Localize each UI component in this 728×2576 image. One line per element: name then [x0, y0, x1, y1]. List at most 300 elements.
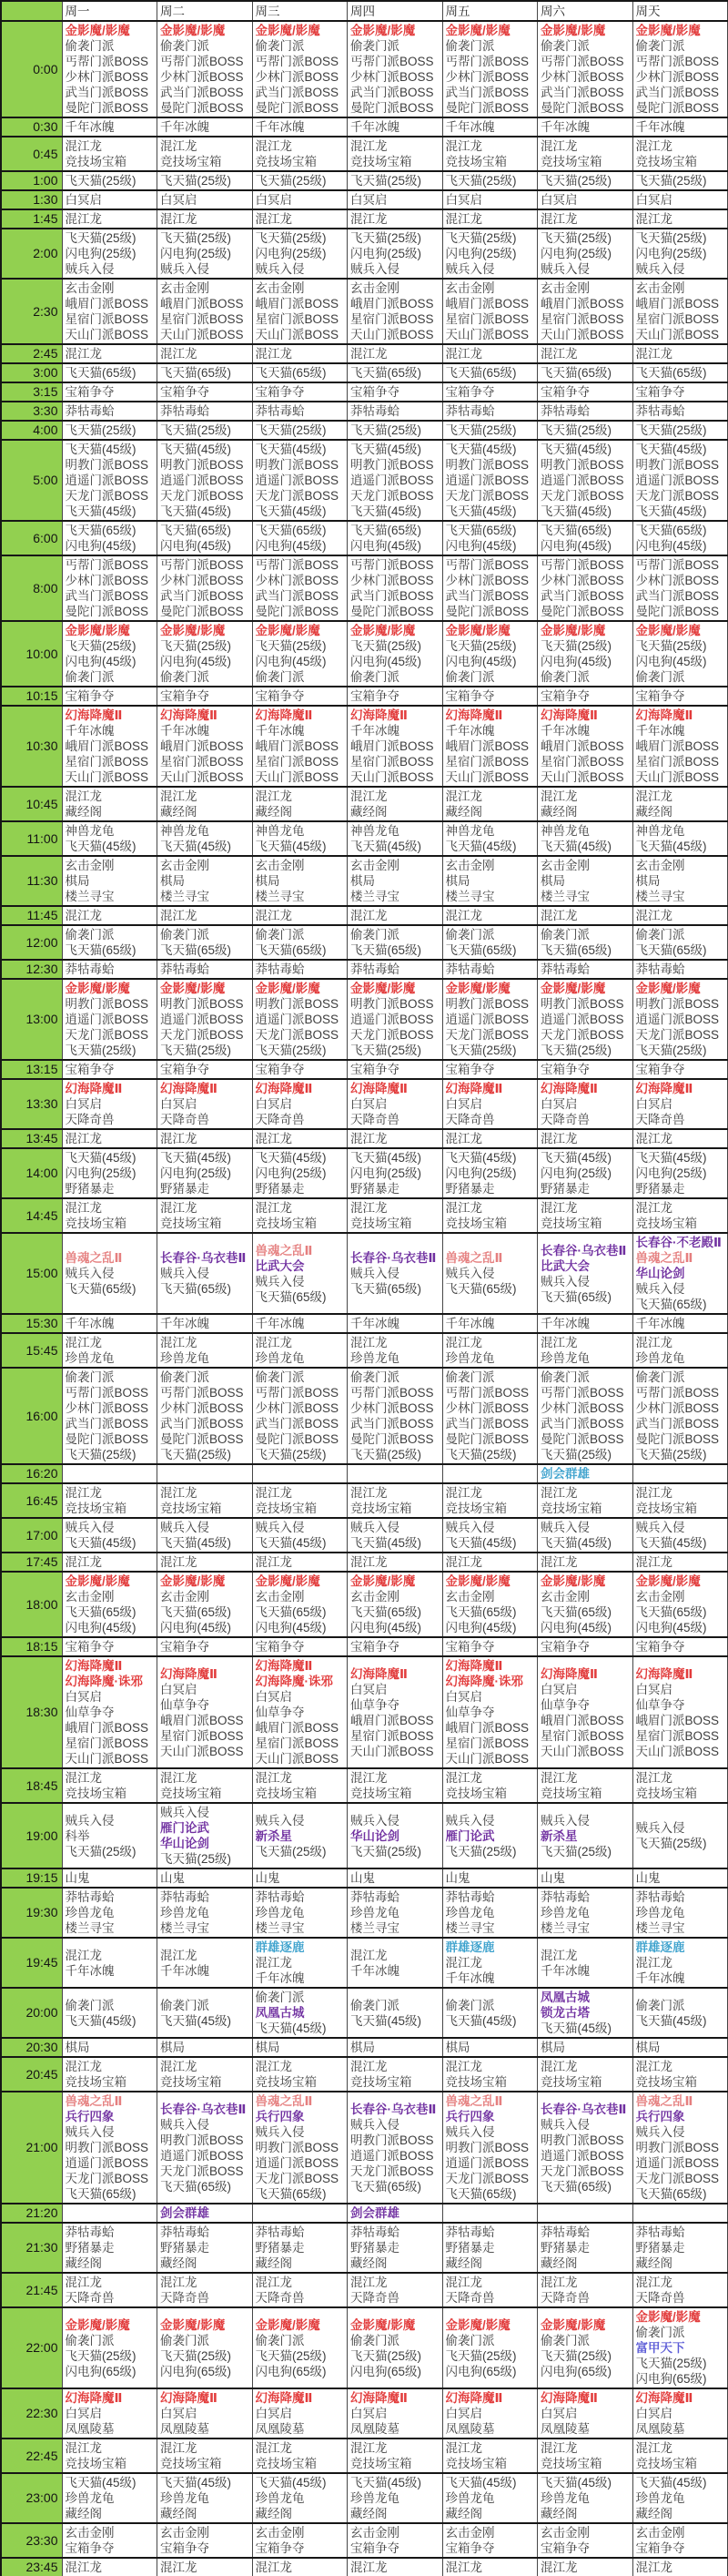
- event-entry: 科举: [65, 1828, 90, 1843]
- schedule-cell: [252, 1129, 348, 1148]
- event-entry: 混江龙: [160, 1948, 197, 1962]
- event-entry: 混江龙: [445, 2561, 482, 2574]
- schedule-row-23:45: [1, 2558, 728, 2576]
- event-entry: 金影魔/影魔: [635, 1574, 701, 1588]
- event-entry: 飞天猫(45级): [635, 840, 707, 853]
- event-entry: 丐帮门派BOSS: [255, 55, 339, 68]
- event-entry: 飞天猫(45级): [445, 2476, 517, 2489]
- event-entry: 混江龙: [255, 1486, 292, 1500]
- schedule-cell: [538, 2439, 633, 2473]
- schedule-row-8:00: [1, 555, 728, 621]
- event-entry: 飞天猫(25级): [160, 2348, 232, 2363]
- event-entry: 莽牯毒蛤: [541, 404, 590, 418]
- schedule-cell: [538, 382, 633, 402]
- schedule-cell: [632, 1938, 728, 1988]
- event-entry: 丐帮门派BOSS: [445, 55, 530, 68]
- event-entry: 藏经阁: [350, 805, 388, 819]
- schedule-cell: [348, 856, 443, 906]
- schedule-cell: [62, 209, 157, 229]
- event-entry: 偷袭门派: [350, 1998, 399, 2012]
- event-entry: 混江龙: [445, 1956, 482, 1970]
- schedule-cell: [252, 1060, 348, 1079]
- schedule-cell: [442, 1553, 538, 1572]
- event-entry: 剑会群雄: [160, 2206, 209, 2220]
- event-entry: 竞技场宝箱: [541, 2457, 602, 2470]
- event-entry: 混江龙: [65, 1486, 102, 1500]
- event-entry: 武当门派BOSS: [445, 589, 530, 603]
- event-entry: 混江龙: [541, 2060, 578, 2073]
- event-entry: 宝箱争夺: [160, 689, 209, 703]
- schedule-cell: [632, 1129, 728, 1148]
- event-entry: 凤凰古城: [255, 2006, 305, 2020]
- event-entry: 曼陀门派BOSS: [160, 605, 244, 618]
- event-entry: 天降奇兽: [445, 2291, 495, 2305]
- schedule-cell: [632, 21, 728, 117]
- event-entry: 峨眉门派BOSS: [255, 297, 339, 311]
- event-entry: 贼兵入侵: [65, 1267, 115, 1280]
- schedule-cell: [157, 171, 253, 190]
- schedule-cell: [252, 2057, 348, 2092]
- event-entry: 飞天猫(25级): [255, 639, 327, 653]
- event-entry: 贼兵入侵: [541, 1813, 590, 1828]
- schedule-cell: [252, 706, 348, 787]
- event-entry: 混江龙: [635, 789, 672, 803]
- event-entry: 混江龙: [255, 347, 292, 361]
- event-entry: 兽魂之乱Ⅱ: [255, 2094, 313, 2108]
- schedule-cell: [62, 1803, 157, 1868]
- event-entry: 千年冰魄: [635, 120, 685, 134]
- schedule-cell: [632, 906, 728, 925]
- event-entry: 丐帮门派BOSS: [445, 558, 530, 572]
- schedule-cell: [632, 1572, 728, 1637]
- event-entry: 白冥启: [65, 1690, 102, 1704]
- event-entry: 竞技场宝箱: [350, 1217, 412, 1230]
- event-entry: 贼兵入侵: [541, 2117, 590, 2132]
- event-entry: 星宿门派BOSS: [445, 312, 530, 326]
- event-entry: 白冥启: [445, 1690, 482, 1704]
- event-entry: 幻海降魔Ⅱ: [445, 1082, 503, 1095]
- event-entry: 少林门派BOSS: [160, 574, 244, 587]
- event-entry: 凤凰陵墓: [65, 2422, 115, 2436]
- time-label: 10:00: [1, 621, 62, 687]
- event-entry: 天降奇兽: [635, 1113, 685, 1126]
- event-entry: 逍遥门派BOSS: [350, 1013, 434, 1026]
- event-entry: 藏经阁: [541, 805, 578, 819]
- event-entry: 偷袭门派: [635, 39, 685, 53]
- event-entry: 混江龙: [445, 789, 482, 803]
- event-entry: 飞天猫(45级): [160, 1151, 232, 1165]
- event-entry: 飞天猫(45级): [255, 443, 327, 456]
- event-entry: 飞天猫(25级): [350, 2348, 422, 2363]
- event-entry: 棋局: [541, 874, 565, 888]
- event-entry: 莽牯毒蛤: [541, 1890, 590, 1904]
- event-entry: 神兽龙龟: [635, 824, 685, 838]
- schedule-cell: [348, 1198, 443, 1233]
- event-entry: 千年冰魄: [255, 1317, 305, 1330]
- event-entry: 藏经阁: [635, 2256, 672, 2270]
- schedule-cell: [442, 979, 538, 1060]
- event-entry: 宝箱争夺: [350, 689, 399, 703]
- schedule-cell: [252, 687, 348, 706]
- event-entry: 千年冰魄: [445, 724, 495, 738]
- event-entry: 闪电狗(65级): [65, 2364, 136, 2378]
- event-entry: 逍遥门派BOSS: [65, 1013, 149, 1026]
- event-entry: 偷袭门派: [445, 670, 495, 684]
- schedule-cell: [538, 1803, 633, 1868]
- schedule-row-1:45: [1, 209, 728, 229]
- event-entry: 金影魔/影魔: [160, 2317, 226, 2332]
- event-entry: 千年冰魄: [445, 120, 495, 134]
- event-entry: 丐帮门派BOSS: [635, 55, 720, 68]
- schedule-cell: [442, 382, 538, 402]
- schedule-cell: [538, 2057, 633, 2092]
- event-entry: 玄击金刚: [160, 281, 209, 295]
- time-label: 19:45: [1, 1938, 62, 1988]
- event-entry: 宝箱争夺: [445, 385, 495, 399]
- event-entry: 飞天猫(65级): [160, 366, 232, 380]
- time-label: 16:45: [1, 1483, 62, 1518]
- schedule-row-11:30: [1, 856, 728, 906]
- event-entry: 贼兵入侵: [255, 1274, 305, 1288]
- schedule-cell: [538, 521, 633, 555]
- schedule-cell: [348, 787, 443, 821]
- schedule-cell: [538, 2223, 633, 2273]
- event-entry: 白冥启: [65, 193, 102, 207]
- schedule-cell: [62, 1464, 157, 1483]
- event-entry: 飞天猫(25级): [65, 2348, 136, 2363]
- event-entry: 竞技场宝箱: [65, 1502, 126, 1515]
- schedule-cell: [252, 1314, 348, 1333]
- event-entry: 幻海降魔Ⅱ: [160, 2391, 217, 2405]
- event-entry: 明教门派BOSS: [445, 997, 530, 1011]
- event-entry: 飞天猫(45级): [160, 840, 232, 853]
- schedule-cell: [632, 1656, 728, 1768]
- schedule-cell: [62, 521, 157, 555]
- time-label: 23:30: [1, 2523, 62, 2558]
- event-entry: 藏经阁: [445, 2507, 482, 2520]
- schedule-cell: [157, 787, 253, 821]
- event-entry: 贼兵入侵: [160, 1267, 209, 1280]
- time-label: 15:45: [1, 1333, 62, 1368]
- corner-cell: [1, 1, 62, 21]
- event-entry: 曼陀门派BOSS: [635, 101, 720, 115]
- schedule-cell: [538, 1079, 633, 1129]
- event-entry: 飞天猫(45级): [635, 2013, 707, 2028]
- event-entry: 金影魔/影魔: [445, 982, 511, 995]
- event-entry: 天山门派BOSS: [350, 1744, 434, 1758]
- event-entry: 飞天猫(25级): [350, 1844, 422, 1858]
- event-entry: 混江龙: [635, 2441, 672, 2455]
- schedule-cell: [252, 1637, 348, 1656]
- schedule-cell: [442, 555, 538, 621]
- event-entry: 仙草争夺: [635, 1697, 685, 1712]
- event-entry: 闪电狗(25级): [255, 1166, 327, 1180]
- event-entry: 千年冰魄: [635, 724, 685, 738]
- event-entry: 棋局: [541, 2041, 565, 2054]
- event-entry: 星宿门派BOSS: [65, 312, 149, 326]
- schedule-cell: [538, 117, 633, 137]
- event-entry: 竞技场宝箱: [160, 1502, 222, 1515]
- event-entry: 星宿门派BOSS: [65, 1736, 149, 1750]
- schedule-cell: [62, 821, 157, 856]
- event-entry: 武当门派BOSS: [445, 86, 530, 99]
- event-entry: 混江龙: [65, 1132, 102, 1145]
- event-entry: 天山门派BOSS: [160, 1744, 244, 1758]
- event-entry: 飞天猫(65级): [635, 2187, 707, 2201]
- event-entry: 长春谷·乌衣巷Ⅱ: [160, 1251, 247, 1265]
- event-entry: 白冥启: [541, 193, 578, 207]
- event-entry: 飞天猫(45级): [350, 840, 422, 853]
- event-entry: 飞天猫(65级): [350, 943, 422, 957]
- event-entry: 天龙门派BOSS: [350, 1028, 434, 1042]
- schedule-row-19:30: [1, 1888, 728, 1938]
- event-entry: 藏经阁: [445, 2256, 482, 2270]
- schedule-row-0:30: [1, 117, 728, 137]
- schedule-row-14:00: [1, 1148, 728, 1198]
- event-entry: 峨眉门派BOSS: [65, 739, 149, 753]
- event-entry: 明教门派BOSS: [445, 2141, 530, 2154]
- event-entry: 竞技场宝箱: [541, 155, 602, 168]
- event-entry: 飞天猫(25级): [65, 1448, 136, 1461]
- schedule-row-13:15: [1, 1060, 728, 1079]
- schedule-cell: [538, 1656, 633, 1768]
- event-entry: 飞天猫(25级): [160, 639, 232, 653]
- event-entry: 飞天猫(65级): [541, 366, 612, 380]
- schedule-row-20:45: [1, 2057, 728, 2092]
- schedule-cell: [442, 1148, 538, 1198]
- event-entry: 逍遥门派BOSS: [445, 473, 530, 487]
- schedule-cell: [62, 621, 157, 687]
- event-entry: 少林门派BOSS: [445, 574, 530, 587]
- time-label: 17:00: [1, 1518, 62, 1553]
- event-entry: 莽牯毒蛤: [255, 962, 305, 976]
- event-entry: 混江龙: [65, 212, 102, 226]
- event-entry: 逍遥门派BOSS: [255, 2156, 339, 2170]
- schedule-row-22:45: [1, 2439, 728, 2473]
- event-entry: 野猪暴走: [445, 2241, 495, 2255]
- event-entry: 偷袭门派: [541, 1370, 590, 1384]
- event-entry: 闪电狗(45级): [160, 1621, 232, 1634]
- schedule-cell: [348, 440, 443, 521]
- schedule-cell: [538, 279, 633, 344]
- event-entry: 峨眉门派BOSS: [350, 1713, 434, 1727]
- event-entry: 逍遥门派BOSS: [635, 473, 720, 487]
- event-entry: 明教门派BOSS: [445, 458, 530, 472]
- event-entry: 宝箱争夺: [255, 1063, 305, 1076]
- event-entry: 白冥启: [445, 1097, 482, 1111]
- time-label: 3:15: [1, 382, 62, 402]
- event-entry: 千年冰魄: [255, 1971, 305, 1985]
- schedule-cell: [62, 1314, 157, 1333]
- event-entry: 明教门派BOSS: [65, 458, 149, 472]
- schedule-cell: [348, 1803, 443, 1868]
- schedule-cell: [348, 2523, 443, 2558]
- schedule-row-14:45: [1, 1198, 728, 1233]
- event-entry: 混江龙: [350, 1555, 388, 1569]
- event-entry: 凤凰陵墓: [350, 2422, 399, 2436]
- event-entry: 飞天猫(25级): [541, 1844, 612, 1858]
- event-entry: 偷袭门派: [255, 39, 305, 53]
- event-entry: 星宿门派BOSS: [541, 755, 624, 769]
- schedule-cell: [348, 706, 443, 787]
- event-entry: 飞天猫(25级): [541, 423, 612, 437]
- event-entry: 飞天猫(25级): [445, 1448, 517, 1461]
- schedule-cell: [157, 1464, 253, 1483]
- event-entry: 混江龙: [445, 1132, 482, 1145]
- event-entry: 幻海降魔Ⅱ: [255, 708, 313, 722]
- event-entry: 天山门派BOSS: [635, 1744, 720, 1758]
- schedule-cell: [348, 2204, 443, 2223]
- event-entry: 逍遥门派BOSS: [65, 473, 149, 487]
- event-entry: 千年冰魄: [65, 1317, 115, 1330]
- event-entry: 野猪暴走: [65, 2241, 115, 2255]
- event-entry: 玄击金刚: [541, 1590, 590, 1604]
- schedule-cell: [442, 1888, 538, 1938]
- event-entry: 峨眉门派BOSS: [160, 1713, 244, 1727]
- event-entry: 混江龙: [160, 1555, 197, 1569]
- event-entry: 山鬼: [635, 1871, 661, 1885]
- schedule-cell: [62, 1333, 157, 1368]
- event-entry: 玄击金刚: [635, 1590, 685, 1604]
- event-entry: 金影魔/影魔: [255, 2317, 320, 2332]
- event-entry: 竞技场宝箱: [541, 1217, 602, 1230]
- event-entry: 千年冰魄: [350, 1963, 399, 1978]
- event-entry: 幻海降魔Ⅱ: [350, 708, 408, 722]
- event-entry: 雁门论武: [160, 1821, 209, 1835]
- schedule-cell: [157, 440, 253, 521]
- event-entry: 金影魔/影魔: [635, 2310, 701, 2324]
- schedule-cell: [62, 1868, 157, 1888]
- schedule-cell: [62, 1233, 157, 1314]
- event-entry: 混江龙: [255, 139, 292, 153]
- schedule-cell: [252, 1198, 348, 1233]
- event-entry: 混江龙: [350, 2060, 388, 2073]
- event-entry: 竞技场宝箱: [65, 2457, 126, 2470]
- event-entry: 混江龙: [541, 347, 578, 361]
- time-label: 20:45: [1, 2057, 62, 2092]
- event-entry: 混江龙: [541, 2276, 578, 2289]
- time-label: 18:45: [1, 1768, 62, 1803]
- event-entry: 藏经阁: [350, 2507, 388, 2520]
- event-entry: 飞天猫(45级): [255, 504, 327, 518]
- event-entry: 野猪暴走: [255, 1182, 305, 1196]
- schedule-cell: [538, 621, 633, 687]
- schedule-cell: [632, 621, 728, 687]
- schedule-cell: [157, 421, 253, 440]
- event-entry: 偷袭门派: [160, 1370, 209, 1384]
- event-entry: 偷袭门派: [160, 670, 209, 684]
- event-entry: 混江龙: [635, 1486, 672, 1500]
- event-entry: 混江龙: [635, 2276, 672, 2289]
- schedule-cell: [538, 1518, 633, 1553]
- event-entry: 天山门派BOSS: [65, 1752, 149, 1766]
- schedule-cell: [157, 555, 253, 621]
- event-entry: 混江龙: [255, 2441, 292, 2455]
- event-entry: 珍兽龙龟: [65, 2491, 115, 2505]
- event-entry: 逍遥门派BOSS: [350, 473, 434, 487]
- event-entry: 宝箱争夺: [635, 689, 685, 703]
- event-entry: 偷袭门派: [350, 39, 399, 53]
- event-entry: 峨眉门派BOSS: [65, 297, 149, 311]
- schedule-cell: [442, 2523, 538, 2558]
- event-entry: 贼兵入侵: [541, 262, 590, 276]
- event-entry: 闪电狗(45级): [65, 655, 136, 668]
- event-entry: 宝箱争夺: [541, 1063, 590, 1076]
- schedule-row-16:45: [1, 1483, 728, 1518]
- event-entry: 楼兰寻宝: [541, 890, 590, 903]
- event-entry: 莽牯毒蛤: [350, 1890, 399, 1904]
- event-entry: 武当门派BOSS: [350, 1417, 434, 1431]
- event-entry: 明教门派BOSS: [635, 997, 720, 1011]
- schedule-cell: [157, 2273, 253, 2307]
- event-entry: 星宿门派BOSS: [255, 1736, 339, 1750]
- schedule-cell: [442, 856, 538, 906]
- event-entry: 新杀星: [541, 1828, 578, 1843]
- time-label: 13:00: [1, 979, 62, 1060]
- event-entry: 贼兵入侵: [635, 2125, 685, 2139]
- time-label: 1:45: [1, 209, 62, 229]
- event-entry: 贼兵入侵: [541, 1274, 590, 1288]
- event-entry: 飞天猫(65级): [160, 1605, 232, 1619]
- schedule-cell: [157, 209, 253, 229]
- time-label: 4:00: [1, 421, 62, 440]
- event-entry: 武当门派BOSS: [635, 589, 720, 603]
- event-entry: 飞天猫(65级): [445, 943, 517, 957]
- schedule-cell: [632, 2388, 728, 2439]
- event-entry: 金影魔/影魔: [255, 24, 320, 37]
- schedule-cell: [157, 1572, 253, 1637]
- event-entry: 星宿门派BOSS: [350, 1728, 434, 1743]
- event-entry: 武当门派BOSS: [445, 1417, 530, 1431]
- event-entry: 天龙门派BOSS: [445, 1028, 530, 1042]
- schedule-cell: [252, 2439, 348, 2473]
- schedule-cell: [62, 344, 157, 363]
- event-entry: 偷袭门派: [350, 928, 399, 942]
- event-entry: 少林门派BOSS: [65, 574, 149, 587]
- schedule-cell: [538, 1572, 633, 1637]
- event-entry: 丐帮门派BOSS: [350, 558, 434, 572]
- event-entry: 莽牯毒蛤: [160, 404, 209, 418]
- event-entry: 混江龙: [541, 139, 578, 153]
- schedule-row-19:00: [1, 1803, 728, 1868]
- event-entry: 混江龙: [635, 2561, 672, 2574]
- event-entry: 星宿门派BOSS: [160, 1728, 244, 1743]
- event-entry: 藏经阁: [635, 2507, 672, 2520]
- schedule-cell: [538, 1129, 633, 1148]
- event-entry: 莽牯毒蛤: [65, 1890, 115, 1904]
- time-label: 23:45: [1, 2558, 62, 2576]
- event-entry: 峨眉门派BOSS: [255, 739, 339, 753]
- event-entry: 混江龙: [160, 2276, 197, 2289]
- event-entry: 莽牯毒蛤: [160, 2225, 209, 2239]
- event-entry: 武当门派BOSS: [541, 1417, 624, 1431]
- schedule-cell: [62, 1368, 157, 1464]
- event-entry: 天龙门派BOSS: [445, 2172, 530, 2185]
- event-entry: 峨眉门派BOSS: [350, 297, 434, 311]
- schedule-cell: [62, 979, 157, 1060]
- event-entry: 珍兽龙龟: [350, 2491, 399, 2505]
- event-entry: 飞天猫(65级): [255, 366, 327, 380]
- event-entry: 飞天猫(65级): [445, 366, 517, 380]
- schedule-cell: [442, 787, 538, 821]
- schedule-cell: [62, 440, 157, 521]
- schedule-cell: [632, 2273, 728, 2307]
- schedule-cell: [538, 706, 633, 787]
- schedule-cell: [157, 621, 253, 687]
- schedule-cell: [62, 1637, 157, 1656]
- event-entry: 混江龙: [255, 2561, 292, 2574]
- event-entry: 玄击金刚: [635, 2526, 685, 2540]
